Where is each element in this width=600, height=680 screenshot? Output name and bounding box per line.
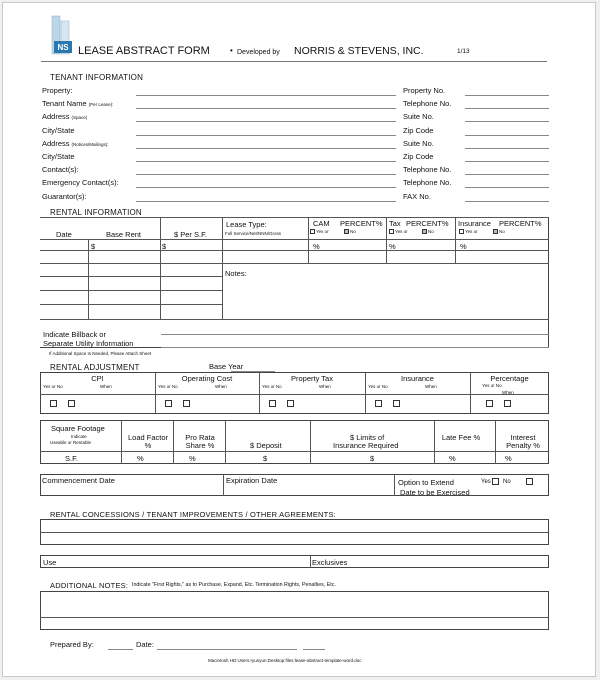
- col-date-label: Date: [56, 230, 72, 239]
- base-year-label: Base Year: [209, 362, 244, 371]
- use-col-sep: [310, 555, 311, 568]
- attach-footnote: If Additional Space Is Needed, Please Attach Sheet: [49, 351, 152, 356]
- prepared-extra-line[interactable]: [303, 649, 325, 650]
- tenant-field-label-text: Emergency Contact(s):: [42, 178, 119, 187]
- adjustment-when: When: [215, 384, 227, 389]
- adjustment-yes-checkbox[interactable]: [486, 400, 493, 407]
- row-line: [40, 304, 223, 305]
- adjustment-row-line: [40, 394, 549, 395]
- row-line: [40, 250, 549, 251]
- tax-percent-sign: %: [389, 242, 396, 251]
- lease-type-label: Lease Type:: [226, 220, 267, 229]
- tenant-field-sublabel: (Per Lease):: [88, 102, 114, 107]
- adjustment-yes-no: Yes or No: [368, 384, 388, 389]
- tenant-field-input[interactable]: [136, 201, 396, 202]
- per-sf-dollar: $: [162, 242, 167, 251]
- dates-col-sep: [394, 474, 395, 496]
- adjustment-when: When: [425, 384, 437, 389]
- concessions-title: RENTAL CONCESSIONS / TENANT IMPROVEMENTS / OTHER AGREEMENTS:: [50, 510, 336, 519]
- tenant-field-label: [42, 113, 87, 121]
- row-line: [40, 263, 223, 264]
- tenant-field-label: [42, 153, 75, 161]
- tenant-field-label-text: Contact(s):: [42, 165, 79, 174]
- tax-label: Tax: [389, 219, 401, 228]
- tenant-field-input[interactable]: [136, 174, 396, 175]
- tenant-field-input[interactable]: [136, 148, 396, 149]
- adjustment-yes-checkbox[interactable]: [165, 400, 172, 407]
- option-extend-label: Option to Extend: [398, 478, 454, 487]
- prepared-date-line[interactable]: [157, 649, 297, 650]
- tenant-right-label: Suite No.: [403, 139, 434, 148]
- tenant-field-label-text: City/State: [42, 126, 75, 135]
- base-rent-dollar: $: [91, 242, 96, 251]
- tenant-right-input[interactable]: [465, 121, 549, 122]
- square-footage-label: Square Footage: [51, 424, 105, 433]
- option-no-checkbox[interactable]: [526, 478, 533, 485]
- tenant-right-label: Telephone No.: [403, 99, 452, 108]
- col-per-sf-label: $ Per S.F.: [174, 230, 207, 239]
- adjustment-when: When: [100, 384, 112, 389]
- adjustment-yes-checkbox[interactable]: [50, 400, 57, 407]
- file-path: Macintosh HD:Users:ryunyun:Desktop:files:lease-abstract-template-word.doc: [208, 658, 362, 663]
- tax-yes-label: Yes or: [395, 229, 408, 234]
- adjustment-when: When: [319, 384, 331, 389]
- ins-no-label: No: [499, 229, 505, 234]
- header-rule: [41, 61, 547, 62]
- tenant-field-label-text: Address: [42, 139, 70, 148]
- tenant-right-label: Zip Code: [403, 126, 434, 135]
- svg-text:NS: NS: [57, 43, 69, 52]
- limits-label-1: $ Limits of: [350, 433, 385, 442]
- tenant-section-title: TENANT INFORMATION: [50, 73, 144, 82]
- billback-label-1: Indicate Billback or: [43, 330, 106, 339]
- row-line: [40, 290, 223, 291]
- billback-line[interactable]: [161, 334, 549, 335]
- financial-col-sep: [495, 420, 496, 464]
- cam-percent-label: PERCENT%: [340, 219, 383, 228]
- ins-no-checkbox[interactable]: [493, 229, 498, 234]
- tax-yes-checkbox[interactable]: [389, 229, 394, 234]
- use-exclusives-row: [40, 555, 549, 568]
- ins-yes-label: Yes or: [465, 229, 478, 234]
- sf-useable: Useable or Rentable: [50, 440, 92, 445]
- financial-col-sep: [121, 420, 122, 464]
- tenant-right-input[interactable]: [465, 174, 549, 175]
- prepared-by-line[interactable]: [108, 649, 133, 650]
- sf-value: S.F.: [65, 454, 78, 463]
- tenant-field-label: [42, 100, 113, 108]
- tenant-field-sublabel: (Notices/Mailings):: [71, 142, 109, 147]
- dates-row: [40, 474, 549, 496]
- limits-value: $: [370, 454, 375, 463]
- adjustment-when: When: [502, 390, 514, 395]
- tenant-field-label: [42, 179, 119, 187]
- billback-line-2[interactable]: [161, 347, 549, 348]
- tenant-field-label: [42, 140, 109, 148]
- financial-col-sep: [173, 420, 174, 464]
- ins-yes-checkbox[interactable]: [459, 229, 464, 234]
- company-logo: [48, 14, 75, 57]
- tenant-field-label-text: City/State: [42, 152, 75, 161]
- commencement-label: Commencement Date: [42, 476, 115, 485]
- cam-yes-label: Yes or: [316, 229, 329, 234]
- row-line: [40, 239, 549, 240]
- dates-col-sep: [223, 474, 224, 496]
- financial-col-sep: [310, 420, 311, 464]
- prepared-date-label: Date:: [136, 640, 154, 649]
- sf-indicate: Indicate: [71, 434, 87, 439]
- adjustment-yes-no: Yes or No: [262, 384, 282, 389]
- cam-no-checkbox[interactable]: [344, 229, 349, 234]
- adjustment-section-title: RENTAL ADJUSTMENT: [50, 363, 140, 372]
- cam-yes-checkbox[interactable]: [310, 229, 315, 234]
- adjustment-yes-no: Yes or No: [482, 383, 502, 388]
- adjustment-when-checkbox[interactable]: [393, 400, 400, 407]
- additional-notes-hint: Indicate "First Rights," as to Purchase, Expand, Etc. Termination Rights, Penalties, Etc.: [132, 582, 336, 588]
- tenant-right-label: Property No.: [403, 86, 446, 95]
- tenant-right-label: FAX No.: [403, 192, 431, 201]
- adjustment-yes-checkbox[interactable]: [375, 400, 382, 407]
- adjustment-when-checkbox[interactable]: [504, 400, 511, 407]
- late-fee-value: %: [449, 454, 456, 463]
- late-fee-label: Late Fee %: [441, 433, 481, 442]
- limits-label-2: Insurance Required: [333, 441, 399, 450]
- title-bullet: •: [230, 46, 233, 55]
- adjustment-col-title: Property Tax: [291, 374, 333, 383]
- row-line: [223, 263, 549, 264]
- tenant-field-label-text: Property:: [42, 86, 73, 95]
- notes-label: Notes:: [225, 269, 247, 278]
- company-name: NORRIS & STEVENS, INC.: [294, 45, 424, 57]
- cam-percent-sign: %: [313, 242, 320, 251]
- load-factor-label: Load Factor %: [127, 433, 169, 451]
- interest-value: %: [505, 454, 512, 463]
- tenant-right-label: Suite No.: [403, 112, 434, 121]
- tenant-field-label-text: Tenant Name: [42, 99, 87, 108]
- option-yes-checkbox[interactable]: [492, 478, 499, 485]
- tenant-right-label: Telephone No.: [403, 178, 452, 187]
- row-line: [40, 319, 549, 320]
- deposit-value: $: [263, 454, 268, 463]
- adjustment-col-title: CPI: [91, 374, 104, 383]
- adjustment-col-title: Insurance: [401, 374, 434, 383]
- adjustment-yes-no: Yes or No: [43, 384, 63, 389]
- deposit-label: $ Deposit: [250, 441, 282, 450]
- adjustment-when-checkbox[interactable]: [183, 400, 190, 407]
- tenant-field-input[interactable]: [136, 121, 396, 122]
- col-sep: [386, 217, 387, 263]
- financial-col-sep: [434, 420, 435, 464]
- tenant-right-input[interactable]: [465, 95, 549, 96]
- tenant-right-label: Zip Code: [403, 152, 434, 161]
- tenant-right-input[interactable]: [465, 108, 549, 109]
- option-no-label: No: [503, 479, 511, 485]
- tenant-right-input[interactable]: [465, 201, 549, 202]
- rental-section-title: RENTAL INFORMATION: [50, 208, 142, 217]
- financial-col-sep: [225, 420, 226, 464]
- tenant-field-input[interactable]: [136, 187, 396, 188]
- option-yes-label: Yes: [481, 479, 491, 485]
- tenant-right-input[interactable]: [465, 187, 549, 188]
- additional-notes-box[interactable]: [40, 591, 549, 630]
- adjustment-yes-checkbox[interactable]: [269, 400, 276, 407]
- ins-percent-label: PERCENT%: [499, 219, 542, 228]
- tax-percent-label: PERCENT%: [406, 219, 449, 228]
- tenant-field-input[interactable]: [136, 108, 396, 109]
- additional-notes-title: ADDITIONAL NOTES:: [50, 581, 129, 590]
- exclusives-label: Exclusives: [312, 558, 348, 567]
- pro-rata-value: %: [189, 454, 196, 463]
- tenant-field-label: [42, 166, 79, 174]
- form-title: LEASE ABSTRACT FORM: [78, 45, 210, 57]
- tenant-right-input[interactable]: [465, 148, 549, 149]
- financial-row-line: [40, 451, 549, 452]
- tenant-field-input[interactable]: [136, 135, 396, 136]
- tenant-field-label: [42, 193, 87, 201]
- date-exercised-label: Date to be Exercised: [400, 488, 470, 497]
- tenant-field-sublabel: (Space): [71, 115, 88, 120]
- adjustment-yes-no: Yes or No: [158, 384, 178, 389]
- col-sep: [455, 217, 456, 263]
- tenant-right-input[interactable]: [465, 135, 549, 136]
- adjustment-col-title: Operating Cost: [181, 374, 233, 383]
- tax-no-label: No: [428, 229, 434, 234]
- row-line: [40, 276, 223, 277]
- col-base-rent-label: Base Rent: [106, 230, 142, 239]
- billback-label-2: Separate Utility Information: [43, 339, 134, 348]
- developed-by: Developed by: [237, 49, 280, 56]
- cam-label: CAM: [313, 219, 330, 228]
- tenant-right-label: Telephone No.: [403, 165, 452, 174]
- tenant-field-label: [42, 87, 72, 95]
- adjustment-when-checkbox[interactable]: [287, 400, 294, 407]
- tenant-field-input[interactable]: [136, 161, 396, 162]
- interest-label: Interest Penalty %: [506, 433, 540, 451]
- use-label: Use: [43, 558, 57, 567]
- adjustment-col-title: Percentage: [490, 374, 529, 383]
- cam-no-label: No: [350, 229, 356, 234]
- adjustment-when-checkbox[interactable]: [68, 400, 75, 407]
- ins-percent-sign: %: [460, 242, 467, 251]
- col-sep: [88, 239, 89, 319]
- tax-no-checkbox[interactable]: [422, 229, 427, 234]
- concessions-row-line: [40, 532, 549, 533]
- tenant-field-label-text: Address: [42, 112, 70, 121]
- rental-top-rule: [40, 217, 549, 218]
- tenant-right-input[interactable]: [465, 161, 549, 162]
- form-code: 1/13: [457, 48, 470, 55]
- col-sep: [308, 217, 309, 263]
- load-factor-value: %: [137, 454, 144, 463]
- tenant-field-label-text: Guarantor(s):: [42, 192, 87, 201]
- additional-notes-row-line: [40, 617, 549, 618]
- prepared-by-label: Prepared By:: [50, 640, 94, 649]
- pro-rata-label: Pro Rata Share %: [185, 433, 215, 451]
- expiration-label: Expiration Date: [226, 476, 278, 485]
- tenant-field-input[interactable]: [136, 95, 396, 96]
- lease-type-sub: Full Service/Net/NNN/Gross: [225, 231, 282, 236]
- tenant-field-label: [42, 127, 75, 135]
- form-page: [2, 2, 596, 677]
- insurance-label: Insurance: [458, 219, 491, 228]
